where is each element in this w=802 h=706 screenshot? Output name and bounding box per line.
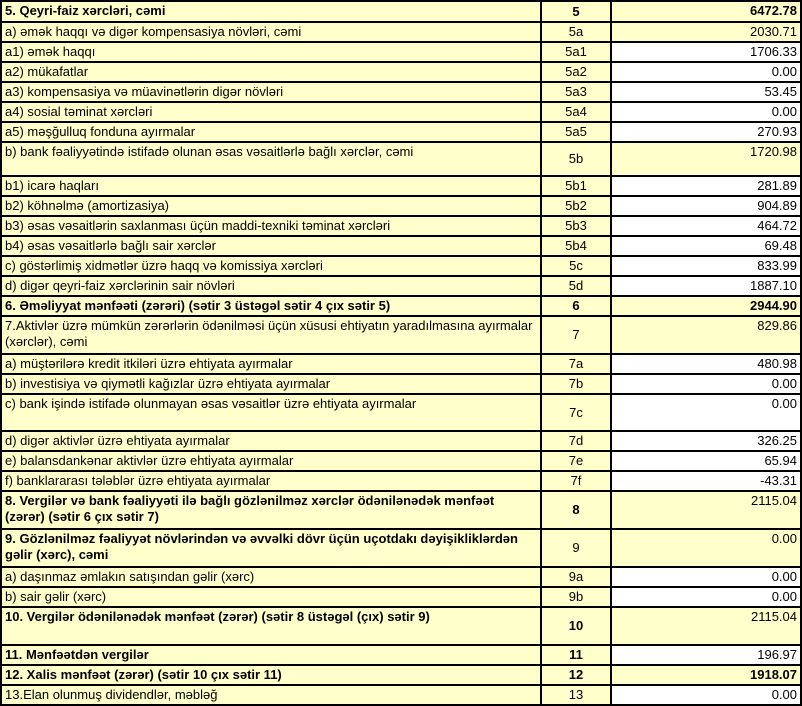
row-value: 65.94: [611, 451, 801, 471]
row-value: 2030.71: [611, 22, 801, 42]
row-value: 2115.04: [611, 607, 801, 645]
table-row: [1, 102, 801, 122]
row-value: 0.00: [611, 374, 801, 394]
row-label: b) investisiya və qiymətli kağızlar üzrə ehtiyata ayırmalar: [1, 374, 541, 394]
row-code: 7c: [541, 394, 611, 431]
row-value: 0.00: [611, 685, 801, 705]
row-value: 2944.90: [611, 296, 801, 316]
row-label: a4) sosial təminat xərcləri: [1, 102, 541, 122]
row-label: b2) köhnəlmə (amortizasiya): [1, 196, 541, 216]
row-code: 5c: [541, 256, 611, 276]
row-code: 8: [541, 491, 611, 529]
row-value: 0.00: [611, 394, 801, 431]
table-row: [1, 276, 801, 296]
row-label: 9. Gözlənilməz fəaliyyət növlərindən və əvvəlki dövr üçün uçotdakı dəyişikliklərdən gəlir (xərc), cəmi: [1, 529, 541, 567]
table-row: [1, 82, 801, 102]
row-value: 833.99: [611, 256, 801, 276]
table-row: [1, 529, 801, 567]
row-code: 5b2: [541, 196, 611, 216]
row-label: f) banklararası tələblər üzrə ehtiyata ayırmalar: [1, 471, 541, 491]
row-value: 464.72: [611, 216, 801, 236]
row-code: 5a4: [541, 102, 611, 122]
table-row: [1, 665, 801, 685]
row-code: 5b: [541, 142, 611, 176]
row-value: 904.89: [611, 196, 801, 216]
row-code: 7a: [541, 354, 611, 374]
table-row: [1, 176, 801, 196]
row-code: 5: [541, 1, 611, 22]
row-value: -43.31: [611, 471, 801, 491]
row-code: 9a: [541, 567, 611, 587]
table-row: [1, 587, 801, 607]
row-value: 1720.98: [611, 142, 801, 176]
table-row: [1, 236, 801, 256]
row-value: 0.00: [611, 587, 801, 607]
row-value: 2115.04: [611, 491, 801, 529]
row-label: 8. Vergilər və bank fəaliyyəti ilə bağlı gözlənilməz xərclər ödənilənədək mənfəət (zərər) (sətir 6 çıx sətir 7): [1, 491, 541, 529]
row-label: c) göstərlimiş xidmətlər üzrə haqq və komissiya xərcləri: [1, 256, 541, 276]
row-code: 6: [541, 296, 611, 316]
row-value: 829.86: [611, 316, 801, 354]
row-value: 0.00: [611, 529, 801, 567]
row-label: c) bank işində istifadə olunmayan əsas vəsaitlər üzrə ehtiyata ayırmalar: [1, 394, 541, 431]
row-label: e) balansdankənar aktivlər üzrə ehtiyata ayırmalar: [1, 451, 541, 471]
table-row: [1, 451, 801, 471]
table-row: [1, 296, 801, 316]
table-row: [1, 42, 801, 62]
table-row: [1, 685, 801, 705]
row-label: b3) əsas vəsaitlərin saxlanması üçün maddi-texniki təminat xərcləri: [1, 216, 541, 236]
table-row: [1, 256, 801, 276]
table-row: [1, 354, 801, 374]
row-value: 53.45: [611, 82, 801, 102]
row-label: a) müştərilərə kredit itkiləri üzrə ehtiyata ayırmalar: [1, 354, 541, 374]
row-code: 9b: [541, 587, 611, 607]
row-value: 281.89: [611, 176, 801, 196]
row-code: 7: [541, 316, 611, 354]
table-row: [1, 1, 801, 22]
row-value: 0.00: [611, 567, 801, 587]
table-row: [1, 491, 801, 529]
table-row: [1, 394, 801, 431]
row-label: 11. Mənfəətdən vergilər: [1, 645, 541, 665]
row-code: 5a5: [541, 122, 611, 142]
row-code: 5b4: [541, 236, 611, 256]
row-code: 10: [541, 607, 611, 645]
row-code: 7d: [541, 431, 611, 451]
row-label: 12. Xalis mənfəət (zərər) (sətir 10 çıx sətir 11): [1, 665, 541, 685]
row-value: 0.00: [611, 102, 801, 122]
row-code: 5d: [541, 276, 611, 296]
table-row: [1, 22, 801, 42]
table-row: [1, 567, 801, 587]
row-code: 5a: [541, 22, 611, 42]
row-value: 1918.07: [611, 665, 801, 685]
row-code: 5a1: [541, 42, 611, 62]
row-label: b) bank fəaliyyətində istifadə olunan əsas vəsaitlərlə bağlı xərclər, cəmi: [1, 142, 541, 176]
row-code: 7f: [541, 471, 611, 491]
table-row: [1, 62, 801, 82]
row-value: 270.93: [611, 122, 801, 142]
row-value: 1887.10: [611, 276, 801, 296]
row-code: 11: [541, 645, 611, 665]
row-code: 5a2: [541, 62, 611, 82]
row-label: a) daşınmaz əmlakın satışından gəlir (xərc): [1, 567, 541, 587]
row-label: b4) əsas vəsaitlərlə bağlı sair xərclər: [1, 236, 541, 256]
row-label: a1) əmək haqqı: [1, 42, 541, 62]
row-code: 5a3: [541, 82, 611, 102]
table-row: [1, 374, 801, 394]
row-value: 196.97: [611, 645, 801, 665]
row-label: a2) mükafatlar: [1, 62, 541, 82]
row-label: a) əmək haqqı və digər kompensasiya növləri, cəmi: [1, 22, 541, 42]
table-row: [1, 471, 801, 491]
row-label: 13.Elan olunmuş dividendlər, məbləğ: [1, 685, 541, 705]
row-label: b) sair gəlir (xərc): [1, 587, 541, 607]
row-value: 69.48: [611, 236, 801, 256]
row-code: 12: [541, 665, 611, 685]
table-row: [1, 142, 801, 176]
table-body: [1, 1, 801, 705]
row-label: b1) icarə haqları: [1, 176, 541, 196]
row-code: 9: [541, 529, 611, 567]
row-code: 7e: [541, 451, 611, 471]
row-value: 480.98: [611, 354, 801, 374]
row-code: 13: [541, 685, 611, 705]
row-label: d) digər aktivlər üzrə ehtiyata ayırmalar: [1, 431, 541, 451]
row-label: d) digər qeyri-faiz xərclərinin sair növləri: [1, 276, 541, 296]
row-label: a3) kompensasiya və müavinətlərin digər növləri: [1, 82, 541, 102]
row-label: 7.Aktivlər üzrə mümkün zərərlərin ödənilməsi üçün xüsusi ehtiyatın yaradılmasına ayırmalar (xərclər), cəmi: [1, 316, 541, 354]
table-row: [1, 196, 801, 216]
row-value: 1706.33: [611, 42, 801, 62]
row-code: 5b1: [541, 176, 611, 196]
row-value: 6472.78: [611, 1, 801, 22]
table-row: [1, 431, 801, 451]
table-row: [1, 316, 801, 354]
table-row: [1, 607, 801, 645]
row-value: 326.25: [611, 431, 801, 451]
row-code: 5b3: [541, 216, 611, 236]
row-value: 0.00: [611, 62, 801, 82]
table-row: [1, 645, 801, 665]
row-label: 6. Əməliyyat mənfəəti (zərəri) (sətir 3 üstəgəl sətir 4 çıx sətir 5): [1, 296, 541, 316]
row-code: 7b: [541, 374, 611, 394]
row-label: 10. Vergilər ödənilənədək mənfəət (zərər) (sətir 8 üstəgəl (çıx) sətir 9): [1, 607, 541, 645]
table-row: [1, 122, 801, 142]
row-label: a5) məşğulluq fonduna ayırmalar: [1, 122, 541, 142]
table-row: [1, 216, 801, 236]
row-label: 5. Qeyri-faiz xərcləri, cəmi: [1, 1, 541, 22]
